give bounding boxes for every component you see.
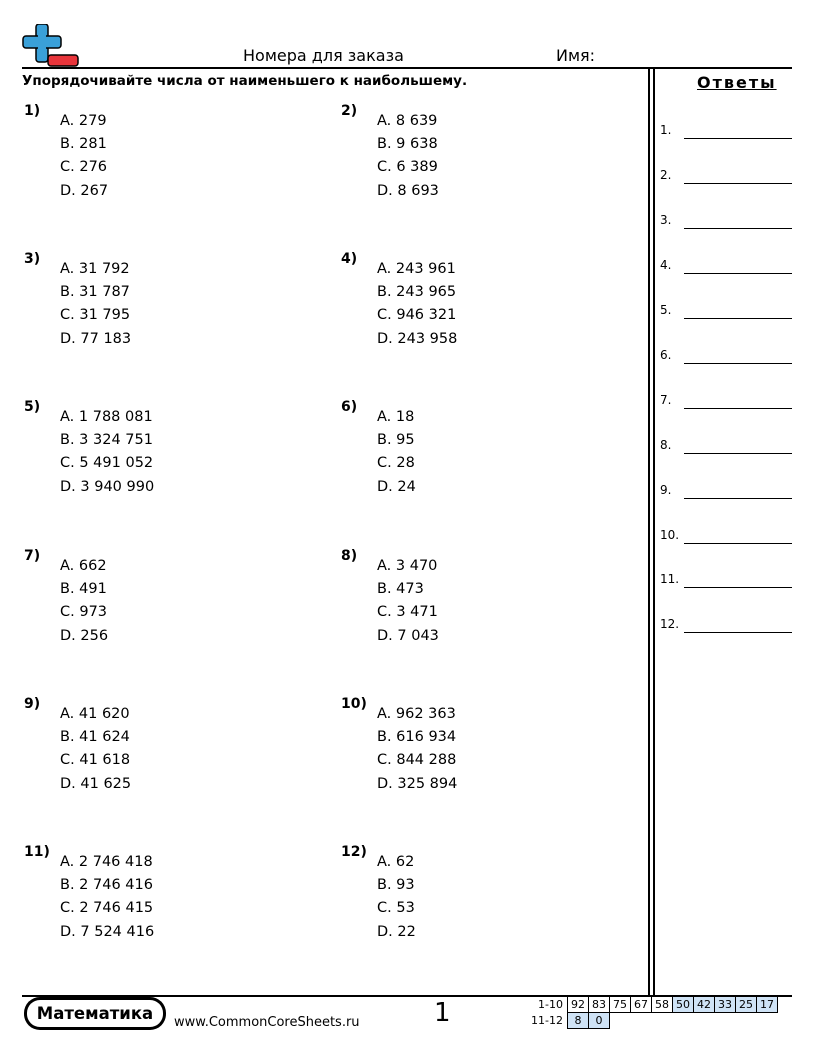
instructions: Упорядочивайте числа от наименьшего к наибольшему. xyxy=(22,73,468,89)
answer-row xyxy=(660,438,792,458)
score-cell: 50 xyxy=(672,997,693,1013)
problem-number: 3) xyxy=(24,251,41,267)
option: B. 491 xyxy=(60,581,107,598)
answer-blank[interactable] xyxy=(684,318,792,319)
option: A. 962 363 xyxy=(377,706,456,722)
answer-number: 2. xyxy=(660,168,672,182)
answer-number: 7. xyxy=(660,393,672,407)
problem-number: 11) xyxy=(24,844,50,860)
problem xyxy=(341,844,641,954)
answer-blank[interactable] xyxy=(684,453,792,454)
option: D. 256 xyxy=(60,627,109,644)
answer-row xyxy=(660,213,792,233)
score-cell: 75 xyxy=(609,997,630,1013)
option: B. 3 324 751 xyxy=(60,432,153,449)
problem xyxy=(24,399,324,509)
problem xyxy=(24,251,324,361)
score-cell: 17 xyxy=(756,997,777,1013)
option: A. 3 470 xyxy=(377,558,438,574)
option: A. 8 639 xyxy=(377,113,438,129)
score-row-label: 11-12 xyxy=(531,1014,563,1027)
option: D. 7 524 416 xyxy=(60,923,155,940)
problem-number: 5) xyxy=(24,399,41,415)
option: D. 8 693 xyxy=(377,182,439,199)
score-row xyxy=(528,1013,777,1029)
option-list xyxy=(377,258,457,351)
option: B. 95 xyxy=(377,432,415,449)
option: B. 281 xyxy=(60,136,107,153)
answer-number: 12. xyxy=(660,617,680,631)
option-list xyxy=(60,703,131,796)
problem-number: 6) xyxy=(341,399,358,415)
option: B. 93 xyxy=(377,877,415,894)
divider-line-right xyxy=(653,67,655,995)
plus-minus-logo-icon xyxy=(22,24,80,68)
option: A. 41 620 xyxy=(60,706,130,722)
option-list xyxy=(377,406,416,499)
answer-row xyxy=(660,483,792,503)
answer-blank[interactable] xyxy=(684,587,792,588)
score-cell: 42 xyxy=(693,997,714,1013)
answer-blank[interactable] xyxy=(684,543,792,544)
problem xyxy=(341,103,641,213)
option-list xyxy=(377,703,457,796)
option: C. 41 618 xyxy=(60,752,131,769)
option: C. 31 795 xyxy=(60,307,131,324)
option: C. 53 xyxy=(377,900,415,917)
score-row xyxy=(528,997,777,1013)
option: C. 5 491 052 xyxy=(60,455,154,472)
score-table xyxy=(528,996,778,1029)
option-list xyxy=(377,851,416,944)
answer-number: 5. xyxy=(660,303,672,317)
answer-row xyxy=(660,168,792,188)
problem-number: 10) xyxy=(341,696,367,712)
option: B. 9 638 xyxy=(377,136,438,153)
option: D. 243 958 xyxy=(377,330,458,347)
option: C. 28 xyxy=(377,455,415,472)
option-list xyxy=(377,555,439,648)
answer-row xyxy=(660,393,792,413)
answer-row xyxy=(660,258,792,278)
option-list xyxy=(60,851,154,944)
answer-number: 4. xyxy=(660,258,672,272)
answer-blank[interactable] xyxy=(684,498,792,499)
option: B. 243 965 xyxy=(377,284,457,301)
option: B. 473 xyxy=(377,581,424,598)
problem xyxy=(24,548,324,658)
answer-row xyxy=(660,617,792,637)
option-list xyxy=(60,110,108,203)
score-cell: 92 xyxy=(567,997,588,1013)
brand-label: Математика xyxy=(27,1000,163,1027)
option: A. 31 792 xyxy=(60,261,130,277)
option: A. 279 xyxy=(60,113,107,129)
option: C. 2 746 415 xyxy=(60,900,154,917)
problem xyxy=(341,399,641,509)
problem xyxy=(24,696,324,806)
problem-number: 8) xyxy=(341,548,358,564)
option-list xyxy=(60,258,131,351)
answer-blank[interactable] xyxy=(684,273,792,274)
answer-number: 1. xyxy=(660,123,672,137)
score-cell: 25 xyxy=(735,997,756,1013)
answer-blank[interactable] xyxy=(684,138,792,139)
option: C. 276 xyxy=(60,159,108,176)
problem-number: 4) xyxy=(341,251,358,267)
answer-row xyxy=(660,303,792,323)
answer-row xyxy=(660,572,792,592)
answer-number: 11. xyxy=(660,572,680,586)
option: C. 946 321 xyxy=(377,307,457,324)
option: A. 18 xyxy=(377,409,415,425)
score-cell: 58 xyxy=(651,997,672,1013)
answer-blank[interactable] xyxy=(684,363,792,364)
score-cell: 83 xyxy=(588,997,609,1013)
answer-blank[interactable] xyxy=(684,183,792,184)
problem xyxy=(341,548,641,658)
option: C. 844 288 xyxy=(377,752,457,769)
option: D. 41 625 xyxy=(60,775,132,792)
option: D. 24 xyxy=(377,478,416,495)
problem-number: 7) xyxy=(24,548,41,564)
score-row-label: 1-10 xyxy=(538,998,563,1011)
option: D. 3 940 990 xyxy=(60,478,155,495)
page-title: Номера для заказа xyxy=(243,46,404,65)
option: D. 77 183 xyxy=(60,330,132,347)
option: B. 2 746 416 xyxy=(60,877,153,894)
divider-line-left xyxy=(648,67,650,995)
problem-number: 2) xyxy=(341,103,358,119)
option-list xyxy=(60,555,108,648)
page-number: 1 xyxy=(434,998,451,1028)
option: C. 3 471 xyxy=(377,604,438,621)
problem-number: 9) xyxy=(24,696,41,712)
option-list xyxy=(377,110,439,203)
option: A. 243 961 xyxy=(377,261,456,277)
problem xyxy=(24,844,324,954)
option: A. 62 xyxy=(377,854,415,870)
brand-badge xyxy=(24,997,166,1030)
option: D. 22 xyxy=(377,923,416,940)
answer-number: 10. xyxy=(660,528,680,542)
option: D. 267 xyxy=(60,182,109,199)
problem xyxy=(24,103,324,213)
answer-row xyxy=(660,123,792,143)
option: A. 1 788 081 xyxy=(60,409,153,425)
option-list xyxy=(60,406,154,499)
header-rule xyxy=(22,67,792,69)
answer-blank[interactable] xyxy=(684,228,792,229)
answer-row xyxy=(660,528,792,548)
option: B. 41 624 xyxy=(60,729,130,746)
site-url: www.CommonCoreSheets.ru xyxy=(174,1015,360,1030)
problem xyxy=(341,696,641,806)
problem-number: 1) xyxy=(24,103,41,119)
score-cell: 67 xyxy=(630,997,651,1013)
answer-number: 6. xyxy=(660,348,672,362)
option: B. 31 787 xyxy=(60,284,130,301)
option: C. 6 389 xyxy=(377,159,438,176)
score-cell: 0 xyxy=(588,1013,609,1029)
problem xyxy=(341,251,641,361)
answer-number: 3. xyxy=(660,213,672,227)
answer-blank[interactable] xyxy=(684,632,792,633)
answer-blank[interactable] xyxy=(684,408,792,409)
option: B. 616 934 xyxy=(377,729,457,746)
name-label: Имя: xyxy=(556,46,596,65)
answer-number: 8. xyxy=(660,438,672,452)
option: A. 662 xyxy=(60,558,107,574)
problem-number: 12) xyxy=(341,844,367,860)
option: A. 2 746 418 xyxy=(60,854,153,870)
score-cell: 33 xyxy=(714,997,735,1013)
answers-title: Ответы xyxy=(697,73,777,92)
option: C. 973 xyxy=(60,604,108,621)
answer-row xyxy=(660,348,792,368)
option: D. 325 894 xyxy=(377,775,458,792)
score-cell: 8 xyxy=(567,1013,588,1029)
option: D. 7 043 xyxy=(377,627,439,644)
answer-number: 9. xyxy=(660,483,672,497)
